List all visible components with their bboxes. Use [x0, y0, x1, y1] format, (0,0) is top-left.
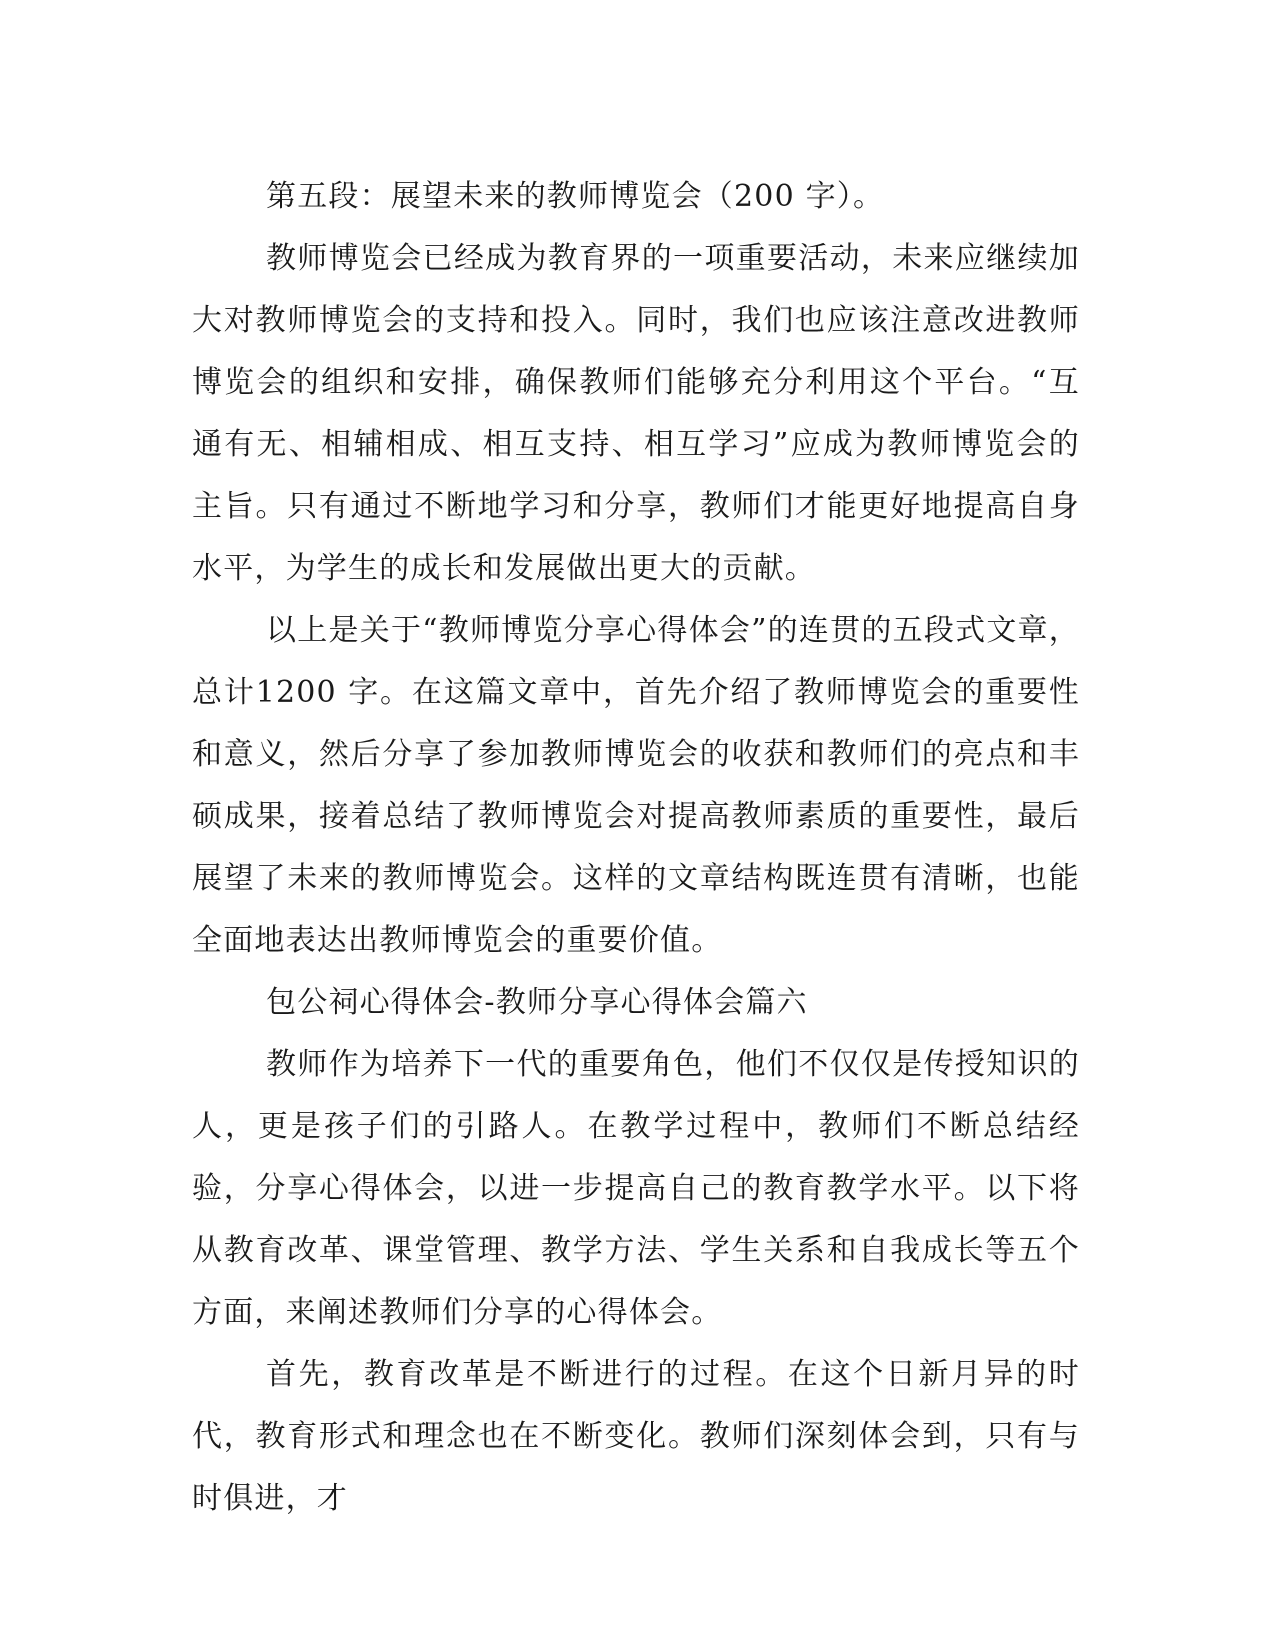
part-six-first-point-paragraph: 首先，教育改革是不断进行的过程。在这个日新月异的时代，教育形式和理念也在不断变化。教师们深刻体会到，只有与时俱进，才	[192, 1357, 1080, 1516]
part-six-title: 包公祠心得体会-教师分享心得体会篇六	[266, 985, 808, 1020]
section-five-paragraph: 教师博览会已经成为教育界的一项重要活动，未来应继续加大对教师博览会的支持和投入。同时，我们也应该注意改进教师博览会的组织和安排，确保教师们能够充分利用这个平台。“互通有无、相辅相成、相互支持、相互学习”应成为教师博览会的主旨。只有通过不断地学习和分享，教师们才能更好地提高自身水平，为学生的成长和发展做出更大的贡献。	[192, 241, 1080, 586]
summary-paragraph: 以上是关于“教师博览分享心得体会”的连贯的五段式文章，总计1200 字。在这篇文章中，首先介绍了教师博览会的重要性和意义，然后分享了参加教师博览会的收获和教师们的亮点和丰硕成果，接着总结了教师博览会对提高教师素质的重要性，最后展望了未来的教师博览会。这样的文章结构既连贯有清晰，也能全面地表达出教师博览会的重要价值。	[192, 613, 1080, 958]
part-six-intro-paragraph: 教师作为培养下一代的重要角色，他们不仅仅是传授知识的人，更是孩子们的引路人。在教学过程中，教师们不断总结经验，分享心得体会，以进一步提高自己的教育教学水平。以下将从教育改革、课堂管理、教学方法、学生关系和自我成长等五个方面，来阐述教师们分享的心得体会。	[192, 1047, 1080, 1330]
document-body	[192, 166, 1080, 1530]
section-five-heading: 第五段：展望未来的教师博览会（200 字）。	[266, 179, 885, 214]
